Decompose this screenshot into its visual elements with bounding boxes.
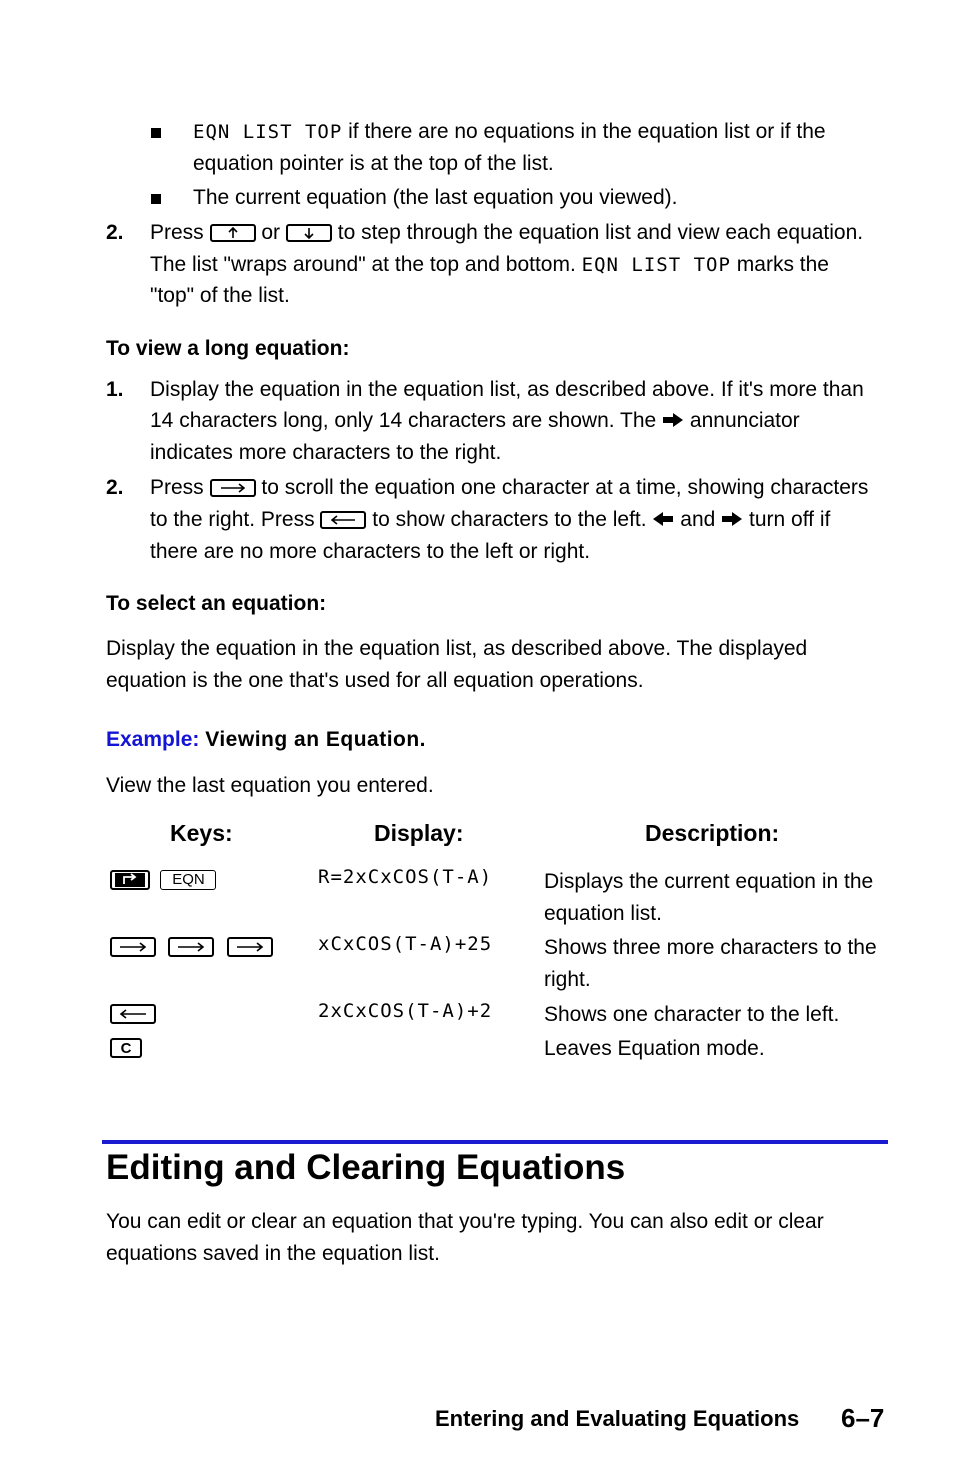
table-row-3-desc-1: Shows one character to the left. [544, 1003, 840, 1026]
clear-key: C [110, 1038, 142, 1058]
step-text: to scroll the equation one character at a time, showing characters [261, 476, 869, 499]
select-paragraph-line-2: equation is the one that's used for all equation operations. [106, 669, 644, 692]
long-step-2-line-1 [150, 472, 886, 504]
up-arrow-icon [227, 227, 239, 239]
right-annunciator-icon [721, 511, 743, 527]
edit-paragraph-line-2: equations saved in the equation list. [106, 1242, 440, 1265]
right-shift-key [110, 870, 150, 890]
table-row-3-display: 2xCxCOS(T-A)+2 [318, 1000, 493, 1022]
select-paragraph-line-1 [106, 633, 886, 665]
col-keys-header: Keys: [170, 820, 233, 846]
bullet-2-text: The current equation (the last equation you viewed). [193, 186, 678, 209]
step-number: 2. [106, 221, 124, 244]
down-arrow-icon [303, 227, 315, 239]
step-text: marks the [736, 253, 829, 276]
eqn-key: EQN [160, 870, 216, 890]
table-row-4-desc-1: Leaves Equation mode. [544, 1037, 765, 1060]
section-heading: To select an equation: [106, 592, 327, 615]
bullet-1-text: if there are no equations in the equation list or if the [348, 120, 826, 143]
left-arrow-icon [330, 515, 356, 525]
table-row-2-keys [110, 937, 273, 957]
table-row-2-desc-1: Shows three more characters to the [544, 936, 877, 959]
table-row-2-desc-2: right. [544, 968, 591, 991]
footer-page-number: 6–7 [841, 1403, 885, 1433]
bullet-1-line-1 [193, 116, 886, 148]
step-number: 2. [106, 476, 124, 499]
bullet-square-icon [151, 194, 161, 204]
long-step-2-line-3: there are no more characters to the left or right. [150, 540, 591, 563]
step-text: and [680, 508, 716, 531]
lcd-text: EQN LIST TOP [193, 121, 343, 143]
down-arrow-key [286, 224, 332, 242]
step-number: 1. [106, 378, 124, 401]
long-step-1-line-2 [150, 405, 886, 437]
table-row-1-desc-2: equation list. [544, 902, 662, 925]
table-row-1-display: R=2xCxCOS(T-A) [318, 866, 493, 888]
bullet-1-line-2: equation pointer is at the top of the list. [193, 152, 554, 175]
right-arrow-icon [220, 483, 246, 493]
table-row-4-keys [110, 1038, 142, 1058]
example-intro: View the last equation you entered. [106, 774, 434, 797]
example-title: Viewing an Equation. [205, 728, 427, 751]
step-text: Press [150, 476, 204, 499]
table-row-1-desc-1: Displays the current equation in the [544, 870, 874, 893]
example-label: Example: [106, 728, 200, 751]
step-text: to show characters to the left. [372, 508, 647, 531]
long-step-2-line-2 [150, 504, 886, 536]
right-arrow-icon [119, 942, 147, 952]
right-arrow-key [210, 479, 256, 497]
step-text: Press [150, 221, 204, 244]
right-arrow-icon [236, 942, 264, 952]
section-title: Editing and Clearing Equations [106, 1148, 626, 1187]
step-text: to step through the equation list and view each equation. [337, 221, 864, 244]
step-text: to the right. Press [150, 508, 315, 531]
right-arrow-key [227, 937, 273, 957]
left-annunciator-icon [652, 511, 674, 527]
table-row-1-keys [110, 870, 216, 890]
step-text: or [261, 221, 281, 244]
step-2-line-1 [150, 217, 886, 249]
footer-chapter-title: Entering and Evaluating Equations [435, 1406, 800, 1431]
long-step-1-line-3: indicates more characters to the right. [150, 441, 502, 464]
table-row-3-keys [110, 1004, 156, 1024]
right-annunciator-icon [662, 412, 684, 428]
step-text: The list "wraps around" at the top and bottom. [150, 253, 576, 276]
table-row-2-display: xCxCOS(T-A)+25 [318, 933, 493, 955]
paragraph-text: Display the equation in the equation list, as described above. The displayed [106, 637, 808, 660]
step-text: annunciator [689, 409, 800, 432]
section-rule [102, 1140, 888, 1144]
step-2-line-3: "top" of the list. [150, 284, 290, 307]
section-heading: To view a long equation: [106, 337, 350, 360]
col-display-header: Display: [374, 820, 464, 846]
left-arrow-key [320, 511, 366, 529]
example-heading [106, 728, 426, 752]
lcd-text: EQN LIST TOP [581, 254, 731, 276]
right-arrow-key [168, 937, 214, 957]
right-arrow-key [110, 937, 156, 957]
col-description-header: Description: [645, 820, 780, 846]
left-arrow-icon [119, 1009, 147, 1019]
left-arrow-key [110, 1004, 156, 1024]
edit-paragraph-line-1 [106, 1206, 886, 1238]
bullet-square-icon [151, 128, 161, 138]
right-shift-icon [115, 873, 145, 887]
step-2-line-2 [150, 249, 886, 281]
right-arrow-icon [177, 942, 205, 952]
paragraph-text: You can edit or clear an equation that you're typing. You can also edit or clear [106, 1210, 824, 1233]
up-arrow-key [210, 224, 256, 242]
step-text: turn off if [749, 508, 831, 531]
long-step-1-line-1: Display the equation in the equation list, as described above. If it's more than [150, 378, 864, 401]
step-text: 14 characters long, only 14 characters are shown. The [150, 409, 657, 432]
